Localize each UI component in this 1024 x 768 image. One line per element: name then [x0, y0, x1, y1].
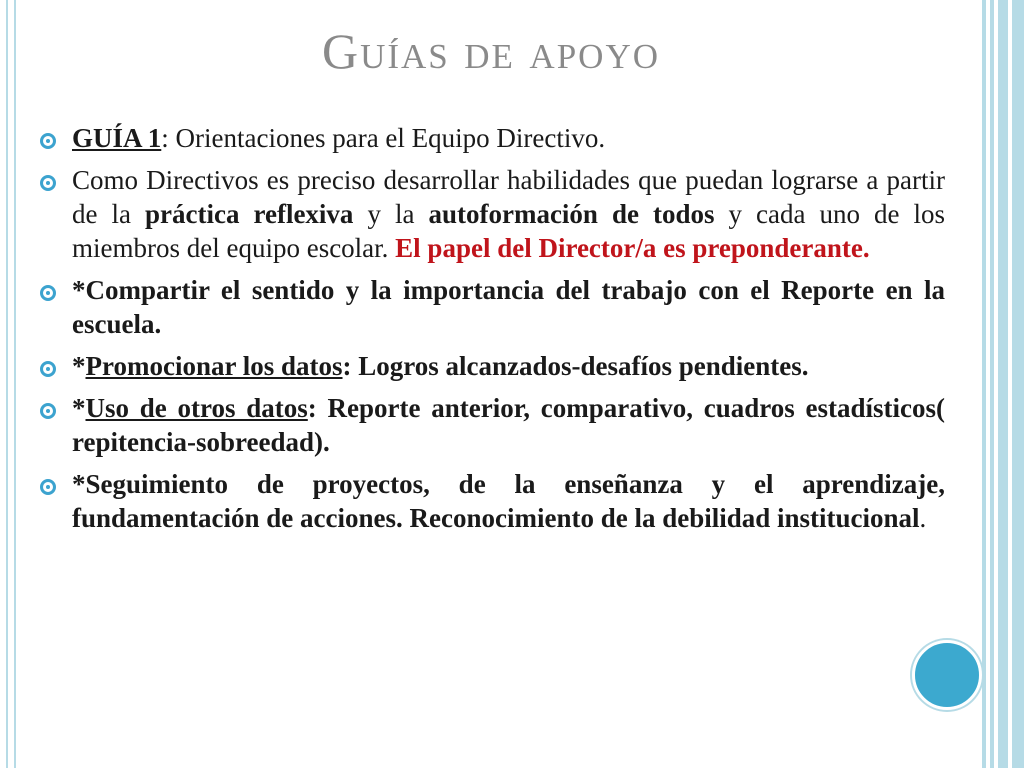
bullet-text: Como Directivos es preciso desarrollar habilidades que puedan lograrse a partir de la [72, 165, 945, 229]
bullet-prefix: * [72, 393, 86, 423]
bullet-bold-text: *Compartir el sentido y la importancia del trabajo con el Reporte en la escuela. [72, 275, 945, 339]
bullet-prefix: * [72, 351, 86, 381]
bullet-bold-text: : Reporte anterior, comparativo, cuadros estadísticos( repitencia-sobreedad). [72, 393, 945, 457]
circle-bullet-icon [40, 479, 56, 495]
left-border-decoration [6, 0, 16, 768]
bullet-bold-text: práctica reflexiva [145, 199, 354, 229]
bullet-item [40, 163, 945, 265]
bullet-item [40, 391, 945, 459]
bullet-item [40, 349, 945, 383]
blue-circle-decoration [912, 640, 982, 710]
bullet-underlined-text: Promocionar los datos [85, 351, 343, 381]
bullet-text: y cada uno de los miembros del equipo escolar. [72, 199, 945, 263]
bullet-text: . [919, 503, 927, 533]
bullet-item [40, 121, 945, 155]
circle-bullet-icon [40, 175, 56, 191]
circle-bullet-icon [40, 361, 56, 377]
circle-bullet-icon [40, 133, 56, 149]
bullet-bold-text: autoformación de todos [428, 199, 715, 229]
bullet-bold-text: *Seguimiento de proyectos, de la enseñanza y el aprendizaje, fundamentación de acciones. Reconocimiento de la debilidad institucional [72, 469, 945, 533]
bullet-item [40, 273, 945, 341]
circle-bullet-icon [40, 403, 56, 419]
right-stripes-decoration [982, 0, 1024, 768]
bullet-bold-text: : Logros alcanzados-desafíos pendientes. [342, 351, 809, 381]
bullet-red-text: El papel del Director/a es preponderante. [395, 233, 870, 263]
bullet-list [40, 121, 945, 543]
guide-text: : Orientaciones para el Equipo Directivo. [161, 123, 606, 153]
bullet-text: y la [353, 199, 429, 229]
circle-bullet-icon [40, 285, 56, 301]
bullet-item [40, 467, 945, 535]
bullet-underlined-text: Uso de otros datos [85, 393, 308, 423]
guide-label: GUÍA 1 [72, 123, 162, 153]
slide-title: Guías de apoyo [321, 23, 660, 79]
